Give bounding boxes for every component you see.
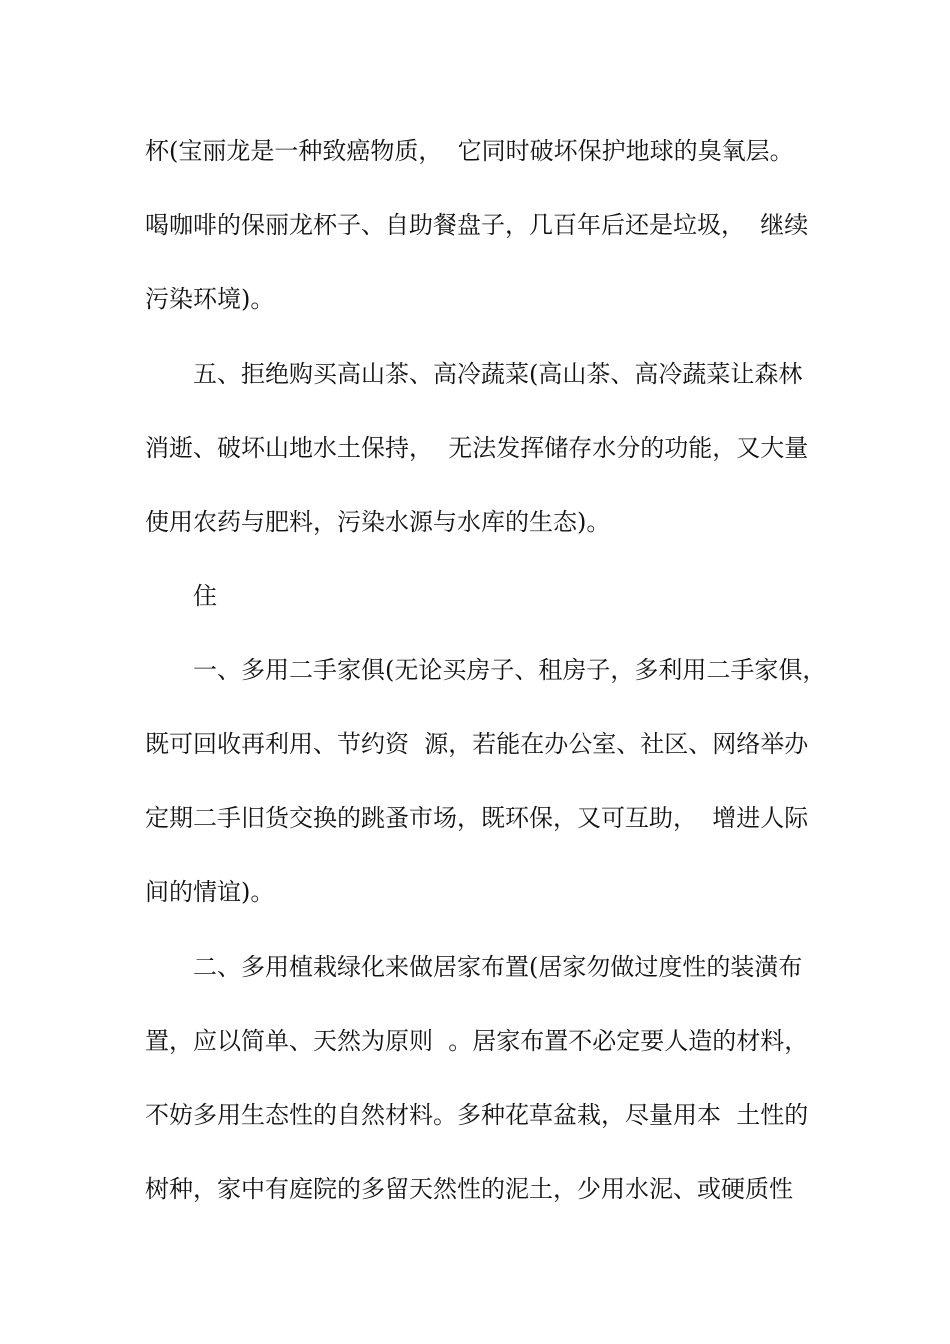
text-line: 间的情谊)。 — [145, 878, 275, 906]
section-heading: 住 — [193, 582, 217, 610]
text-line: 使用农药与肥料，污染水源与水库的生态)。 — [145, 508, 611, 536]
paragraph-start-line: 一、多用二手家俱(无论买房子、租房子，多利用二手家俱， — [193, 656, 827, 684]
text-line: 消逝、破坏山地水土保持， 无法发挥储存水分的功能，又大量 — [145, 434, 809, 462]
text-line: 杯(宝丽龙是一种致癌物质， 它同时破坏保护地球的臭氧层。 — [145, 137, 794, 165]
text-line: 树种，家中有庭院的多留天然性的泥土，少用水泥、或硬质性 — [145, 1175, 793, 1203]
text-line: 污染环境)。 — [145, 285, 275, 313]
text-line: 定期二手旧货交换的跳蚤市场，既环保，又可互助， 增进人际 — [145, 804, 809, 832]
text-line: 喝咖啡的保丽龙杯子、自助餐盘子，几百年后还是垃圾， 继续 — [145, 211, 809, 239]
paragraph-start-line: 五、拒绝购买高山茶、高冷蔬菜(高山茶、高冷蔬菜让森林 — [193, 360, 803, 388]
text-line: 不妨多用生态性的自然材料。多种花草盆栽，尽量用本 土性的 — [145, 1101, 809, 1129]
text-line: 既可回收再利用、节约资 源，若能在办公室、社区、网络举办 — [145, 730, 809, 758]
paragraph-start-line: 二、多用植栽绿化来做居家布置(居家勿做过度性的装潢布 — [193, 953, 803, 981]
text-line: 置，应以简单、天然为原则 。居家布置不必定要人造的材料， — [145, 1027, 809, 1055]
